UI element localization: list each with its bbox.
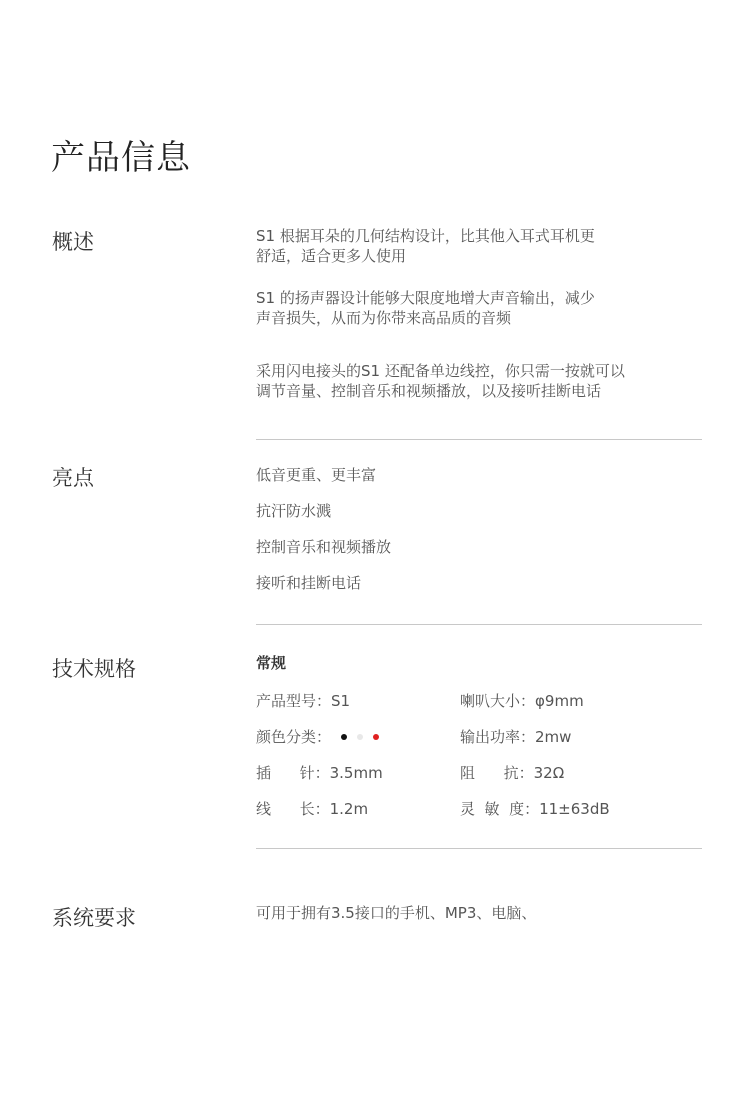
spec-label: 喇叭大小：: [460, 692, 536, 710]
spec-value: 32Ω: [533, 764, 565, 782]
spec-value: 1.2m: [329, 800, 369, 818]
spec-value: S1: [331, 692, 351, 710]
spec-heading-general: 常规: [256, 654, 287, 672]
section-divider: [256, 439, 702, 440]
overview-paragraph-3: [256, 361, 656, 401]
section-label-system: 系统要求: [52, 906, 136, 930]
page-title: 产品信息: [51, 138, 191, 178]
spec-label: 产品型号：: [256, 692, 332, 710]
highlight-item: 低音更重、更丰富: [256, 466, 377, 484]
spec-label: 插 针：: [256, 764, 330, 782]
section-divider: [256, 848, 702, 849]
section-label-specs: 技术规格: [52, 657, 136, 681]
paragraph-line: 采用闪电接头的S1 还配备单边线控，你只需一按就可以: [256, 362, 625, 380]
paragraph-line: 调节音量、控制音乐和视频播放，以及接听挂断电话: [256, 382, 602, 400]
spec-value: 2mw: [535, 728, 572, 746]
spec-colors: [256, 727, 389, 747]
highlight-item: 接听和挂断电话: [256, 574, 362, 592]
spec-impedance: [460, 763, 564, 783]
spec-value: φ9mm: [535, 692, 584, 710]
section-label-highlights: 亮点: [52, 466, 94, 490]
spec-speaker-size: [460, 691, 584, 711]
spec-label: 颜色分类：: [256, 728, 332, 746]
spec-label: 线 长：: [256, 800, 330, 818]
highlight-item: 抗汗防水溅: [256, 502, 332, 520]
spec-value: 3.5mm: [329, 764, 383, 782]
spec-cable-length: [256, 799, 368, 819]
color-swatch-red: [373, 734, 379, 740]
paragraph-line: 声音损失，从而为你带来高品质的音频: [256, 309, 512, 327]
highlight-item: 控制音乐和视频播放: [256, 538, 392, 556]
color-swatch-black: [341, 734, 347, 740]
spec-sensitivity: [460, 799, 610, 819]
spec-label: 输出功率：: [460, 728, 536, 746]
paragraph-line: S1 的扬声器设计能够大限度地增大声音输出，减少: [256, 289, 595, 307]
spec-output-power: [460, 727, 571, 747]
spec-plug: [256, 763, 383, 783]
color-swatch-white: [357, 734, 363, 740]
section-divider: [256, 624, 702, 625]
spec-model: [256, 691, 350, 711]
spec-label: 阻 抗：: [460, 764, 534, 782]
system-requirements-text: 可用于拥有3.5接口的手机、MP3、电脑、: [256, 904, 537, 922]
overview-paragraph-2: [256, 288, 656, 328]
spec-value: 11±63dB: [539, 800, 610, 818]
paragraph-line: 舒适，适合更多人使用: [256, 247, 407, 265]
paragraph-line: S1 根据耳朵的几何结构设计，比其他入耳式耳机更: [256, 227, 595, 245]
overview-paragraph-1: [256, 226, 656, 266]
spec-label: 灵 敏 度：: [460, 800, 540, 818]
section-label-overview: 概述: [52, 230, 94, 254]
